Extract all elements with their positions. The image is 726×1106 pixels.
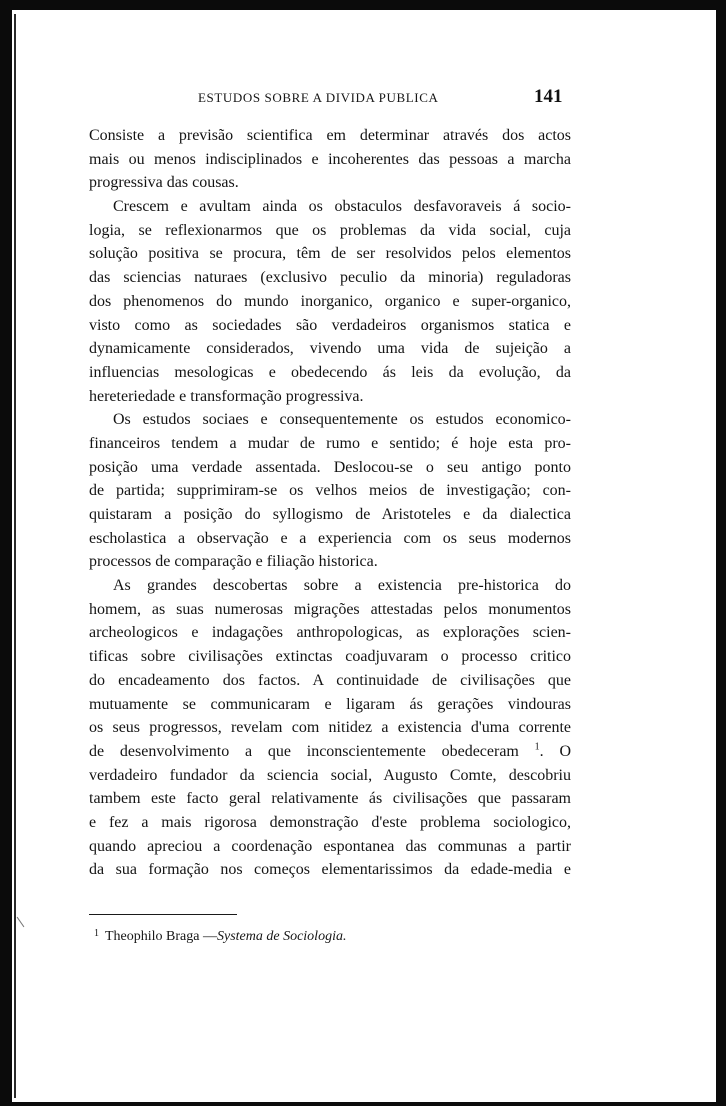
text-line: solução positiva se procura, têm de ser resolvidos pelos elementos <box>89 245 571 263</box>
text-line: posição uma verdade assentada. Deslocou-se o seu antigo ponto <box>89 458 571 476</box>
text-line: logia, se reflexionarmos que os problemas da vida social, cuja <box>89 221 571 239</box>
text-line: tificas sobre civilisações extinctas coadjuvaram o processo critico <box>89 648 571 666</box>
text-line: da sua formação nos começos elementarissimos da edade-media e <box>89 861 571 879</box>
text-line: hereteriedade e transformação progressiva. <box>89 387 364 405</box>
text-line: quando apreciou a coordenação espontanea das communas a partir <box>89 837 571 855</box>
text-line: archeologicos e indagações anthropologicas, as explorações scien- <box>89 624 571 642</box>
paragraph-2 <box>89 195 571 408</box>
text-line: visto como as sociedades são verdadeiros organismos statica e <box>89 316 571 334</box>
text-line: As grandes descobertas sobre a existencia pre-historica do <box>113 577 571 595</box>
text-line-tail: . O <box>539 742 571 760</box>
text-line: tambem este facto geral relativamente ás civilisações que passaram <box>89 790 571 808</box>
footnote-title: Systema de Sociologia. <box>216 929 347 944</box>
running-title: ESTUDOS SOBRE A DIVIDA PUBLICA <box>198 90 439 105</box>
text-line: processos de comparação e filiação historica. <box>89 553 378 571</box>
text-line: homem, as suas numerosas migrações attestadas pelos monumentos <box>89 600 571 618</box>
paragraph-1 <box>89 124 571 195</box>
text-line: escholastica a observação e a experiencia com os seus modernos <box>89 529 571 547</box>
body-text <box>89 124 571 882</box>
text-line: progressiva das cousas. <box>89 174 239 192</box>
text-line: e fez a mais rigorosa demonstração d'este problema sociologico, <box>89 813 571 831</box>
footnote <box>94 928 346 945</box>
text-line: Os estudos sociaes e consequentemente os estudos economico- <box>113 411 571 429</box>
text-line: das sciencias naturaes (exclusivo peculio da minoria) reguladoras <box>89 269 571 287</box>
text-line-body: de desenvolvimento a que inconscientemente obedeceram <box>89 742 519 760</box>
paragraph-4 <box>89 574 571 882</box>
page-number: 141 <box>534 86 563 107</box>
text-line: mutuamente se communicaram e ligaram ás gerações vindouras <box>89 695 571 713</box>
text-line: Crescem e avultam ainda os obstaculos desfavoraveis á socio- <box>113 198 571 216</box>
text-line: Consiste a previsão scientifica em determinar através dos actos <box>89 127 571 144</box>
text-line: de partida; supprimiram-se os velhos meios de investigação; con- <box>89 482 571 500</box>
text-line: dynamicamente considerados, vivendo uma vida de sujeição a <box>89 340 571 358</box>
footnote-mark: 1 <box>94 928 99 939</box>
text-line: do encadeamento dos factos. A continuidade de civilisações que <box>89 671 571 689</box>
text-line: dos phenomenos do mundo inorganico, organico e super-organico, <box>89 292 571 310</box>
text-line: os seus progressos, revelam com nitidez a existencia d'uma corrente <box>89 719 571 737</box>
text-line: quistaram a posição do syllogismo de Aristoteles e da dialectica <box>89 506 571 523</box>
text-line: mais ou menos indisciplinados e incoherentes das pessoas a marcha <box>89 150 571 168</box>
text-line: financeiros tendem a mudar de rumo e sentido; é hoje esta pro- <box>89 434 571 452</box>
footnote-text: Theophilo Braga — <box>105 929 217 944</box>
paragraph-3 <box>89 408 571 574</box>
text-line: influencias mesologicas e obedecendo ás leis da evolução, da <box>89 363 571 381</box>
text-line: verdadeiro fundador da sciencia social, Augusto Comte, descobriu <box>89 766 571 784</box>
footnote-reference[interactable]: 1 <box>534 741 540 753</box>
book-page <box>12 10 716 1102</box>
text-line-with-footnote <box>89 740 571 764</box>
footnote-divider <box>89 914 237 915</box>
